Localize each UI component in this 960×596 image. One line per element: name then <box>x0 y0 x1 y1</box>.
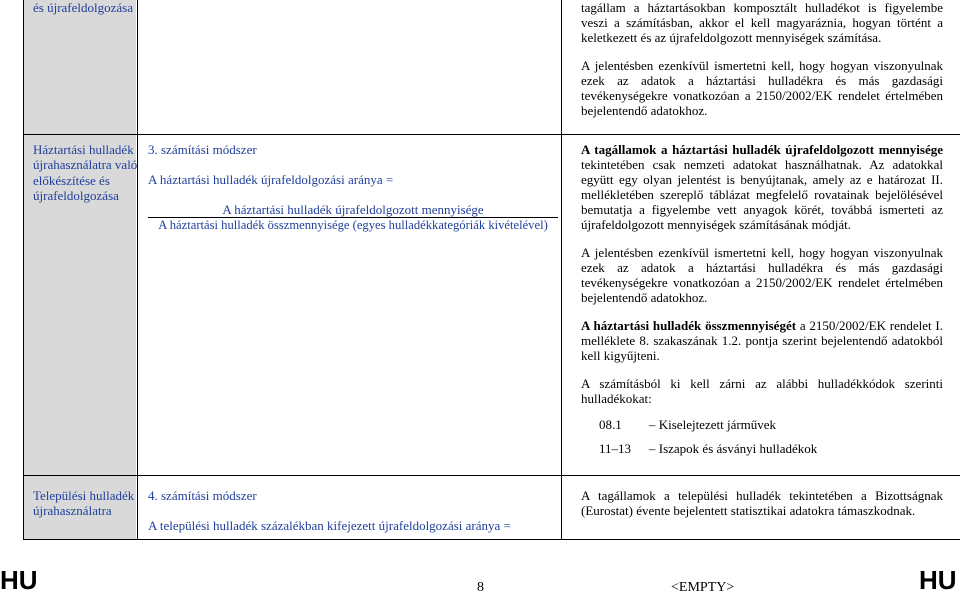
formula-lhs: A települési hulladék százalékban kifejezett újrafeldolgozási aránya = <box>148 518 511 533</box>
method-block <box>148 142 558 233</box>
waste-code: 11–13 <box>599 441 632 456</box>
waste-code: 08.1 <box>599 417 622 432</box>
waste-code-item <box>599 417 943 432</box>
row-label: Települési hulladék újrahasználatra <box>33 488 135 519</box>
text-span: tekintetében csak nemzeti adatokat használhatnak. Az adatokkal együtt egy olyan jelentést is benyújtanak, amely az e határozat II. mellékletében szereplő táblázat megfelelő rovatainak bejelölésével bemutatja a figyelembe vett anyagok körét, továbbá ismerteti az újrafeldolgozott mennyiségek számításának módját. <box>581 157 943 232</box>
page-number: 8 <box>477 580 484 595</box>
formula-lhs: A háztartási hulladék újrafeldolgozási aránya = <box>148 172 394 187</box>
paragraph: tagállam a háztartásokban komposztált hulladékot is figyelembe veszi a számításban, akkor el kell magyaráznia, hogyan történt a keletkezett és az újrafeldolgozott mennyiségek számítása. <box>581 0 943 45</box>
method-title: 4. számítási módszer <box>148 488 257 503</box>
formula-numerator: A háztartási hulladék újrafeldolgozott mennyisége <box>222 202 484 217</box>
row1-right-text <box>581 0 943 131</box>
method-block <box>148 488 558 533</box>
paragraph <box>581 318 943 363</box>
row3-right-text: A tagállamok a települési hulladék tekintetében a Bizottságnak (Eurostat) évente bejelentett statisztikai adatokra támaszkodnak. <box>581 488 943 518</box>
dash-glyph: – <box>649 417 659 432</box>
waste-desc: Kiselejtezett járművek <box>658 417 777 432</box>
waste-code-item <box>599 441 943 456</box>
paragraph <box>581 142 943 232</box>
paragraph: A jelentésben ezenkívül ismertetni kell, hogy hogyan viszonyulnak ezek az adatok a háztartási hulladékra és más gazdasági tevékenységekre vonatkozóan a 2150/2002/EK rendelet értelmében bejelentendő adatokhoz. <box>581 245 943 305</box>
method-title: 3. számítási módszer <box>148 142 257 157</box>
paragraph: A jelentésben ezenkívül ismertetni kell, hogy hogyan viszonyulnak ezek az adatok a háztartási hulladékra és más gazdasági tevékenységekre vonatkozóan a 2150/2002/EK rendelet értelmében bejelentendő adatokhoz. <box>581 58 943 118</box>
label-cell-bg-1 <box>23 0 136 134</box>
footer-lang-right: HU <box>919 565 957 595</box>
bold-phrase: A háztartási hulladék összmennyiségét <box>581 318 797 333</box>
bold-phrase: A tagállamok a háztartási hulladék újrafeldolgozott mennyisége <box>581 142 943 157</box>
document-table <box>23 0 960 540</box>
waste-desc: Iszapok és ásványi hulladékok <box>658 441 818 456</box>
formula-denominator: A háztartási hulladék összmennyisége (egyes hulladékkategóriák kivételével) <box>158 218 548 232</box>
row2-right-text <box>581 142 943 456</box>
footer-lang-left: HU <box>0 565 38 595</box>
footer-empty-tag: <EMPTY> <box>671 580 735 595</box>
paragraph: A számításból ki kell zárni az alábbi hulladékkódok szerinti hulladékokat: <box>581 376 943 406</box>
row-label: és újrafeldolgozása <box>33 0 133 15</box>
text-span: a 2150/2002/EK rendelet I. melléklete 8. szakaszának 1.2. pontja szerint bejelentendő adatokból kell kigyűjteni. <box>581 318 944 363</box>
row-label: Háztartási hulladék újrahasználatra való előkészítése és újrafeldolgozása <box>33 142 138 203</box>
dash-glyph: – <box>649 441 659 456</box>
